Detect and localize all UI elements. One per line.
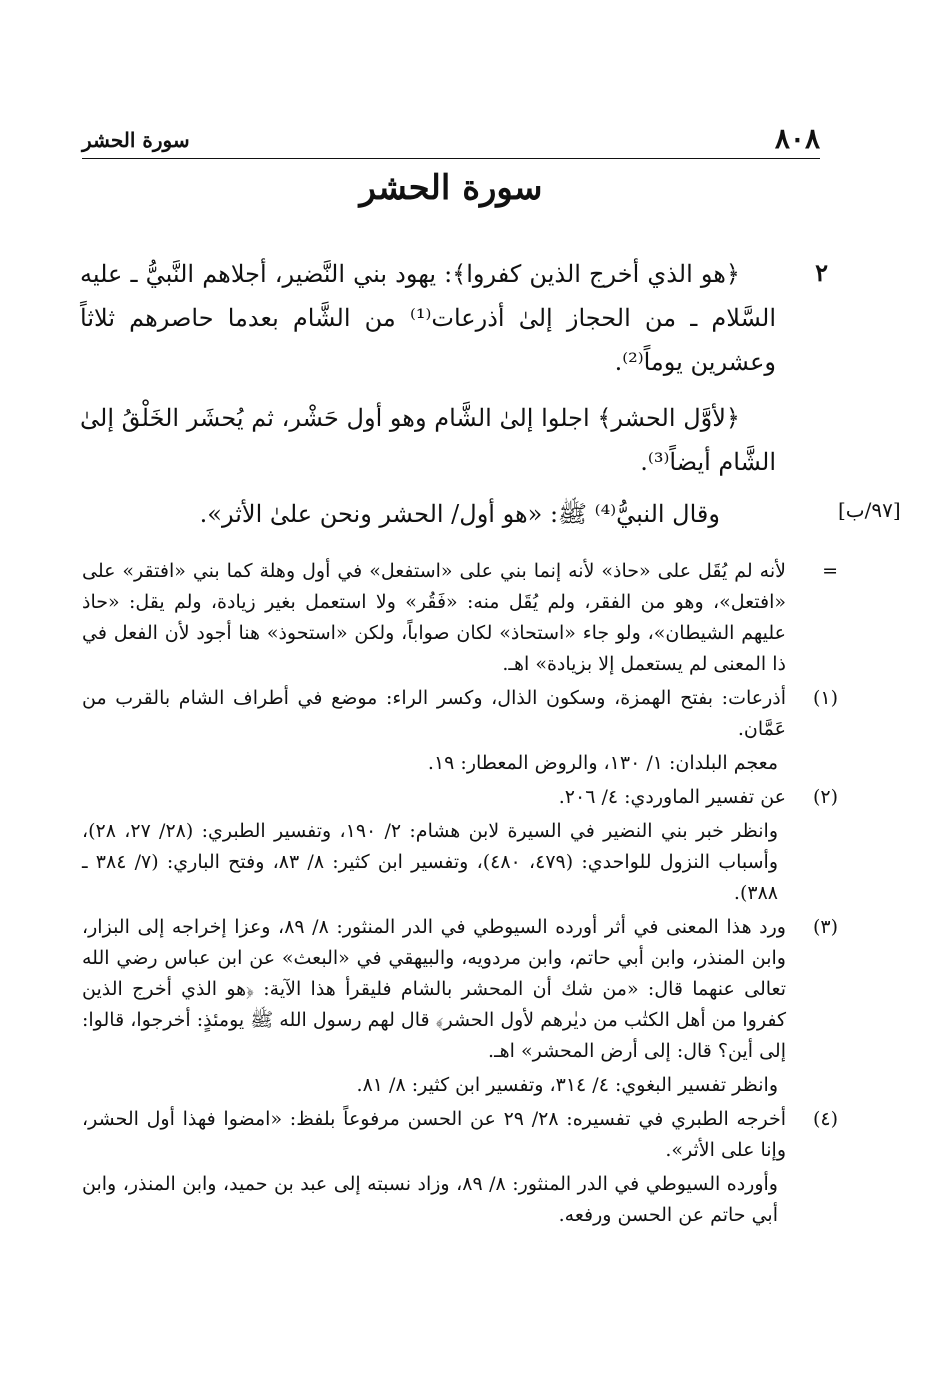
commentary-paragraph: وقال النبيُّ⁽⁴⁾ ﷺ: «هو أول/ الحشر ونحن علىٰ الأثر». (199, 500, 720, 528)
footnote-number: (٢) (812, 786, 838, 808)
footnote (82, 912, 838, 1067)
manuscript-folio-marker: [٩٧/ب] (838, 498, 901, 522)
footnote (82, 1104, 838, 1166)
footnote-reference: وانظر خبر بني النضير في السيرة لابن هشام: ٢/ ١٩٠، وتفسير الطبري: (٢٨/ ٢٧، ٢٨)، وأسباب النزول للواحدي: (٤٧٩، ٤٨٠)، وتفسير ابن كثير: ٨/ ٨٣، وفتح الباري: (٧/ ٣٨٤ ـ ٣٨٨). (82, 820, 779, 904)
surah-title: سورة الحشر (359, 168, 543, 208)
footnote-reference: وأورده السيوطي في الدر المنثور: ٨/ ٨٩، وزاد نسبته إلى عبد بن حميد، وابن المنذر، وابن أبي حاتم عن الحسن ورفعه. (82, 1173, 778, 1226)
footnote-text: عن تفسير الماوردي: ٤/ ٢٠٦. (558, 786, 786, 808)
running-title: سورة الحشر (82, 128, 190, 152)
footnote (82, 556, 838, 680)
commentary-paragraph: ﴿هو الذي أخرج الذين كفروا﴾: يهود بني النَّضير، أجلاهم النَّبيُّ ـ عليه السَّلام ـ من الحجاز إلىٰ أذرعات⁽¹⁾ من الشَّام بعدما حاصرهم ثلاثاً وعشرين يوماً⁽²⁾. (80, 260, 776, 376)
footnote-reference: معجم البلدان: ١/ ١٣٠، والروض المعطار: ١٩. (427, 752, 778, 774)
footnote-text: أذرعات: بفتح الهمزة، وسكون الذال، وكسر الراء: موضع في أطراف الشام بالقرب من عَمَّان. (82, 687, 786, 740)
page-number: ٨٠٨ (774, 122, 820, 155)
verse-number: ٢ (815, 258, 828, 287)
header-rule (82, 158, 820, 159)
footnote-text: ورد هذا المعنى في أثر أورده السيوطي في الدر المنثور: ٨/ ٨٩، وعزا إخراجه إلى البزار، وابن المنذر، وابن أبي حاتم، وابن مردويه، والبيهقي في «البعث» عن ابن عباس رضي الله تعالى عنهما قال: «من شك أن المحشر بالشام فليقرأ هذا الآية: ﴿هو الذي أخرج الذين كفروا من أهل الكتٰب من ديٰرهم لأول الحشر﴾ قال لهم رسول الله ﷺ يومئذٍ: أخرجوا، قالوا: إلى أين؟ قال: إلى أرض المحشر» اهـ. (82, 916, 786, 1062)
footnote-number: (١) (812, 687, 838, 709)
footnote (82, 782, 838, 813)
footnote-number: (٣) (812, 916, 838, 938)
footnotes-section (82, 556, 838, 1234)
commentary-paragraph: ﴿لأوَّل الحشر﴾ اجلوا إلىٰ الشَّام وهو أول حَشْر، ثم يُحشَر الخَلْقُ إلىٰ الشَّام أيضاً⁽³⁾. (80, 404, 776, 476)
footnote-number: = (822, 560, 838, 582)
footnote-text: أخرجه الطبري في تفسيره: ٢٨/ ٢٩ عن الحسن مرفوعاً بلفظ: «امضوا فهذا أول الحشر، وإنا على الأثر». (82, 1108, 786, 1161)
page-header (82, 118, 820, 158)
footnote-number: (٤) (812, 1108, 838, 1130)
footnote (82, 683, 838, 745)
footnote-text: لأنه لم يُقَل على «حاذ» لأنه إنما بني على «استفعل» في أول وهلة كما بني «افتقر» على «افتعل»، وهو من الفقر، ولم يُقَل منه: «فَقُر» ولا استعمل بغير زيادة، ولم يقل: «حاذ عليهم الشيطان»، ولو جاء «استحاذ» لكان صواباً، ولكن «استحوذ» هنا أجود لأن الفعل في ذا المعنى لم يستعمل إلا بزيادة» اهـ. (82, 560, 786, 675)
footnote-reference: وانظر تفسير البغوي: ٤/ ٣١٤، وتفسير ابن كثير: ٨/ ٨١. (356, 1074, 778, 1096)
